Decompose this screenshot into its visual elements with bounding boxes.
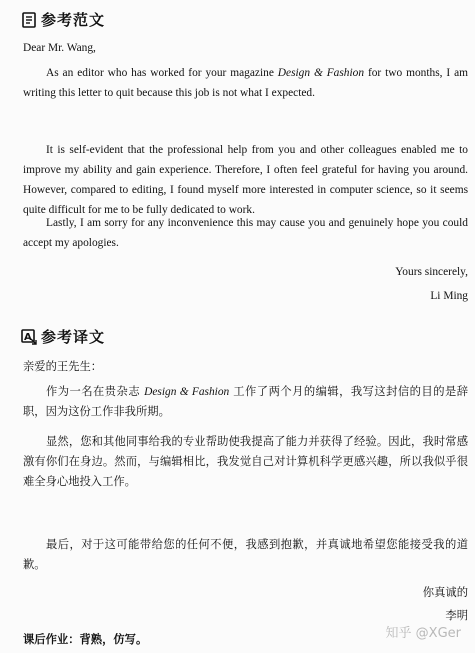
english-greeting: Dear Mr. Wang, xyxy=(23,42,96,54)
magazine-name-zh: Design & Fashion xyxy=(144,386,230,398)
english-signature: Li Ming xyxy=(430,290,468,302)
chinese-signature: 李明 xyxy=(445,609,468,622)
english-closing: Yours sincerely, xyxy=(395,266,468,278)
chinese-greeting: 亲爱的王先生： xyxy=(23,360,103,373)
chinese-paragraph-1: 作为一名在贵杂志 Design & Fashion 工作了两个月的编辑，我写这封信的目的是辞职，因为这份工作非我所期。 xyxy=(23,385,469,418)
translation-section-title xyxy=(21,326,105,347)
english-paragraph-2: It is self-evident that the professional help from you and other colleagues enabled me to improve my ability and gain experience. Therefore, I often feel grateful for having you around. However, compared to editing, I found myself more interested in computer science, so it seems quite difficult for me to be fully dedicated to work. xyxy=(23,144,468,216)
reference-section-title xyxy=(21,9,105,30)
watermark: 知乎 @XGer xyxy=(385,626,461,641)
homework-note: 课后作业：背熟，仿写。 xyxy=(23,633,148,646)
magazine-name: Design & Fashion xyxy=(277,67,365,79)
english-paragraph-1: As an editor who has worked for your magazine Design & Fashion for two months, I am writing this letter to quit because this job is not what I expected. xyxy=(23,67,468,99)
svg-text:A: A xyxy=(24,332,33,343)
translation-title-text: 参考译文 xyxy=(41,328,106,346)
chinese-paragraph-3: 最后，对于这可能带给您的任何不便，我感到抱歉，并真诚地希望您能接受我的道歉。 xyxy=(23,538,468,571)
english-paragraph-3: Lastly, I am sorry for any inconvenience this may cause you and genuinely hope you could accept my apologies. xyxy=(23,217,468,249)
chinese-paragraph-2: 显然，您和其他同事给我的专业帮助使我提高了能力并获得了经验。因此，我时常感激有你们在身边。然而，与编辑相比，我发觉自己对计算机科学更感兴趣，所以我似乎很难全身心地投入工作。 xyxy=(23,435,468,488)
document-icon xyxy=(21,12,37,28)
reference-title-text: 参考范文 xyxy=(41,11,106,29)
chinese-closing: 你真诚的 xyxy=(422,586,468,599)
translate-icon xyxy=(21,329,37,345)
